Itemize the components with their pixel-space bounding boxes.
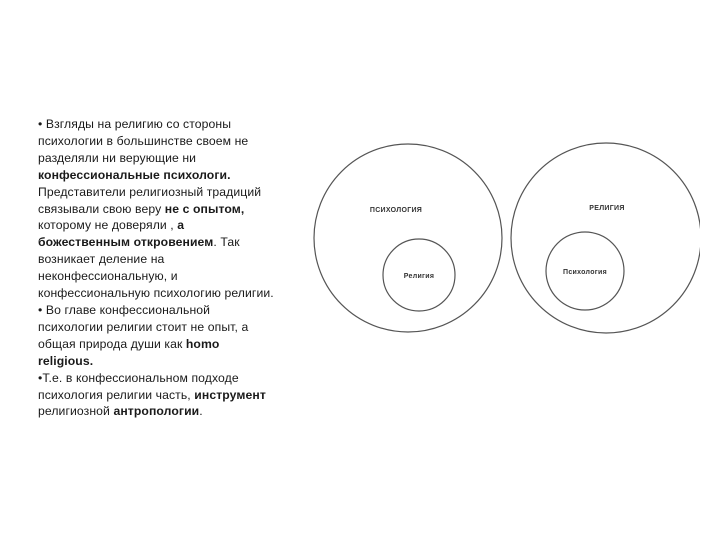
diagram-svg <box>300 140 700 340</box>
outer-label-religion: РЕЛИГИЯ <box>589 205 625 212</box>
right-nested-circles <box>511 143 700 333</box>
inner-label-religion: Религия <box>403 273 435 280</box>
p1-text-c: Представители религиозный традиций связывали свою веру <box>38 184 262 216</box>
p1-bold-not-experience: не с опытом, <box>164 201 245 216</box>
paragraph-instrument <box>38 370 274 421</box>
left-nested-circles <box>314 144 502 332</box>
p2-bold-homo-religious: homo religious. <box>38 336 220 368</box>
p1-text-e: которому не доверяли , <box>38 218 178 233</box>
p3-text-c: религиозной <box>38 404 114 419</box>
text-column <box>38 116 274 420</box>
paragraph-confessional-psychology <box>38 302 274 370</box>
outer-circle-psychology <box>314 144 502 332</box>
p1-bold-divine-revelation: а божественным откровением <box>38 218 214 250</box>
outer-label-psychology: ПСИХОЛОГИЯ <box>369 207 423 214</box>
p3-text-e: . <box>199 404 203 419</box>
p1-text-g: . Так возникает деление на неконфессиональную, и конфессиональную психологию религии. <box>38 235 274 301</box>
p1-bold-confessional-psychologists: конфессиональные психологи. <box>38 167 231 182</box>
p2-text-a: • Во главе конфессиональной психологии религии стоит не опыт, а общая природа души как <box>38 302 249 351</box>
p3-bold-instrument: инструмент <box>194 387 266 402</box>
inner-label-psychology: Психология <box>563 269 607 276</box>
p1-text-a: • Взгляды на религию со стороны психологии в большинстве своем не разделяли ни верующие ни <box>38 117 249 165</box>
paragraph-views-on-religion <box>38 116 274 302</box>
venn-diagram <box>300 140 700 340</box>
p3-bold-anthropology: антропологии <box>113 404 200 419</box>
p3-text-a: •Т.е. в конфессиональном подходе психология религии часть, <box>38 370 239 402</box>
